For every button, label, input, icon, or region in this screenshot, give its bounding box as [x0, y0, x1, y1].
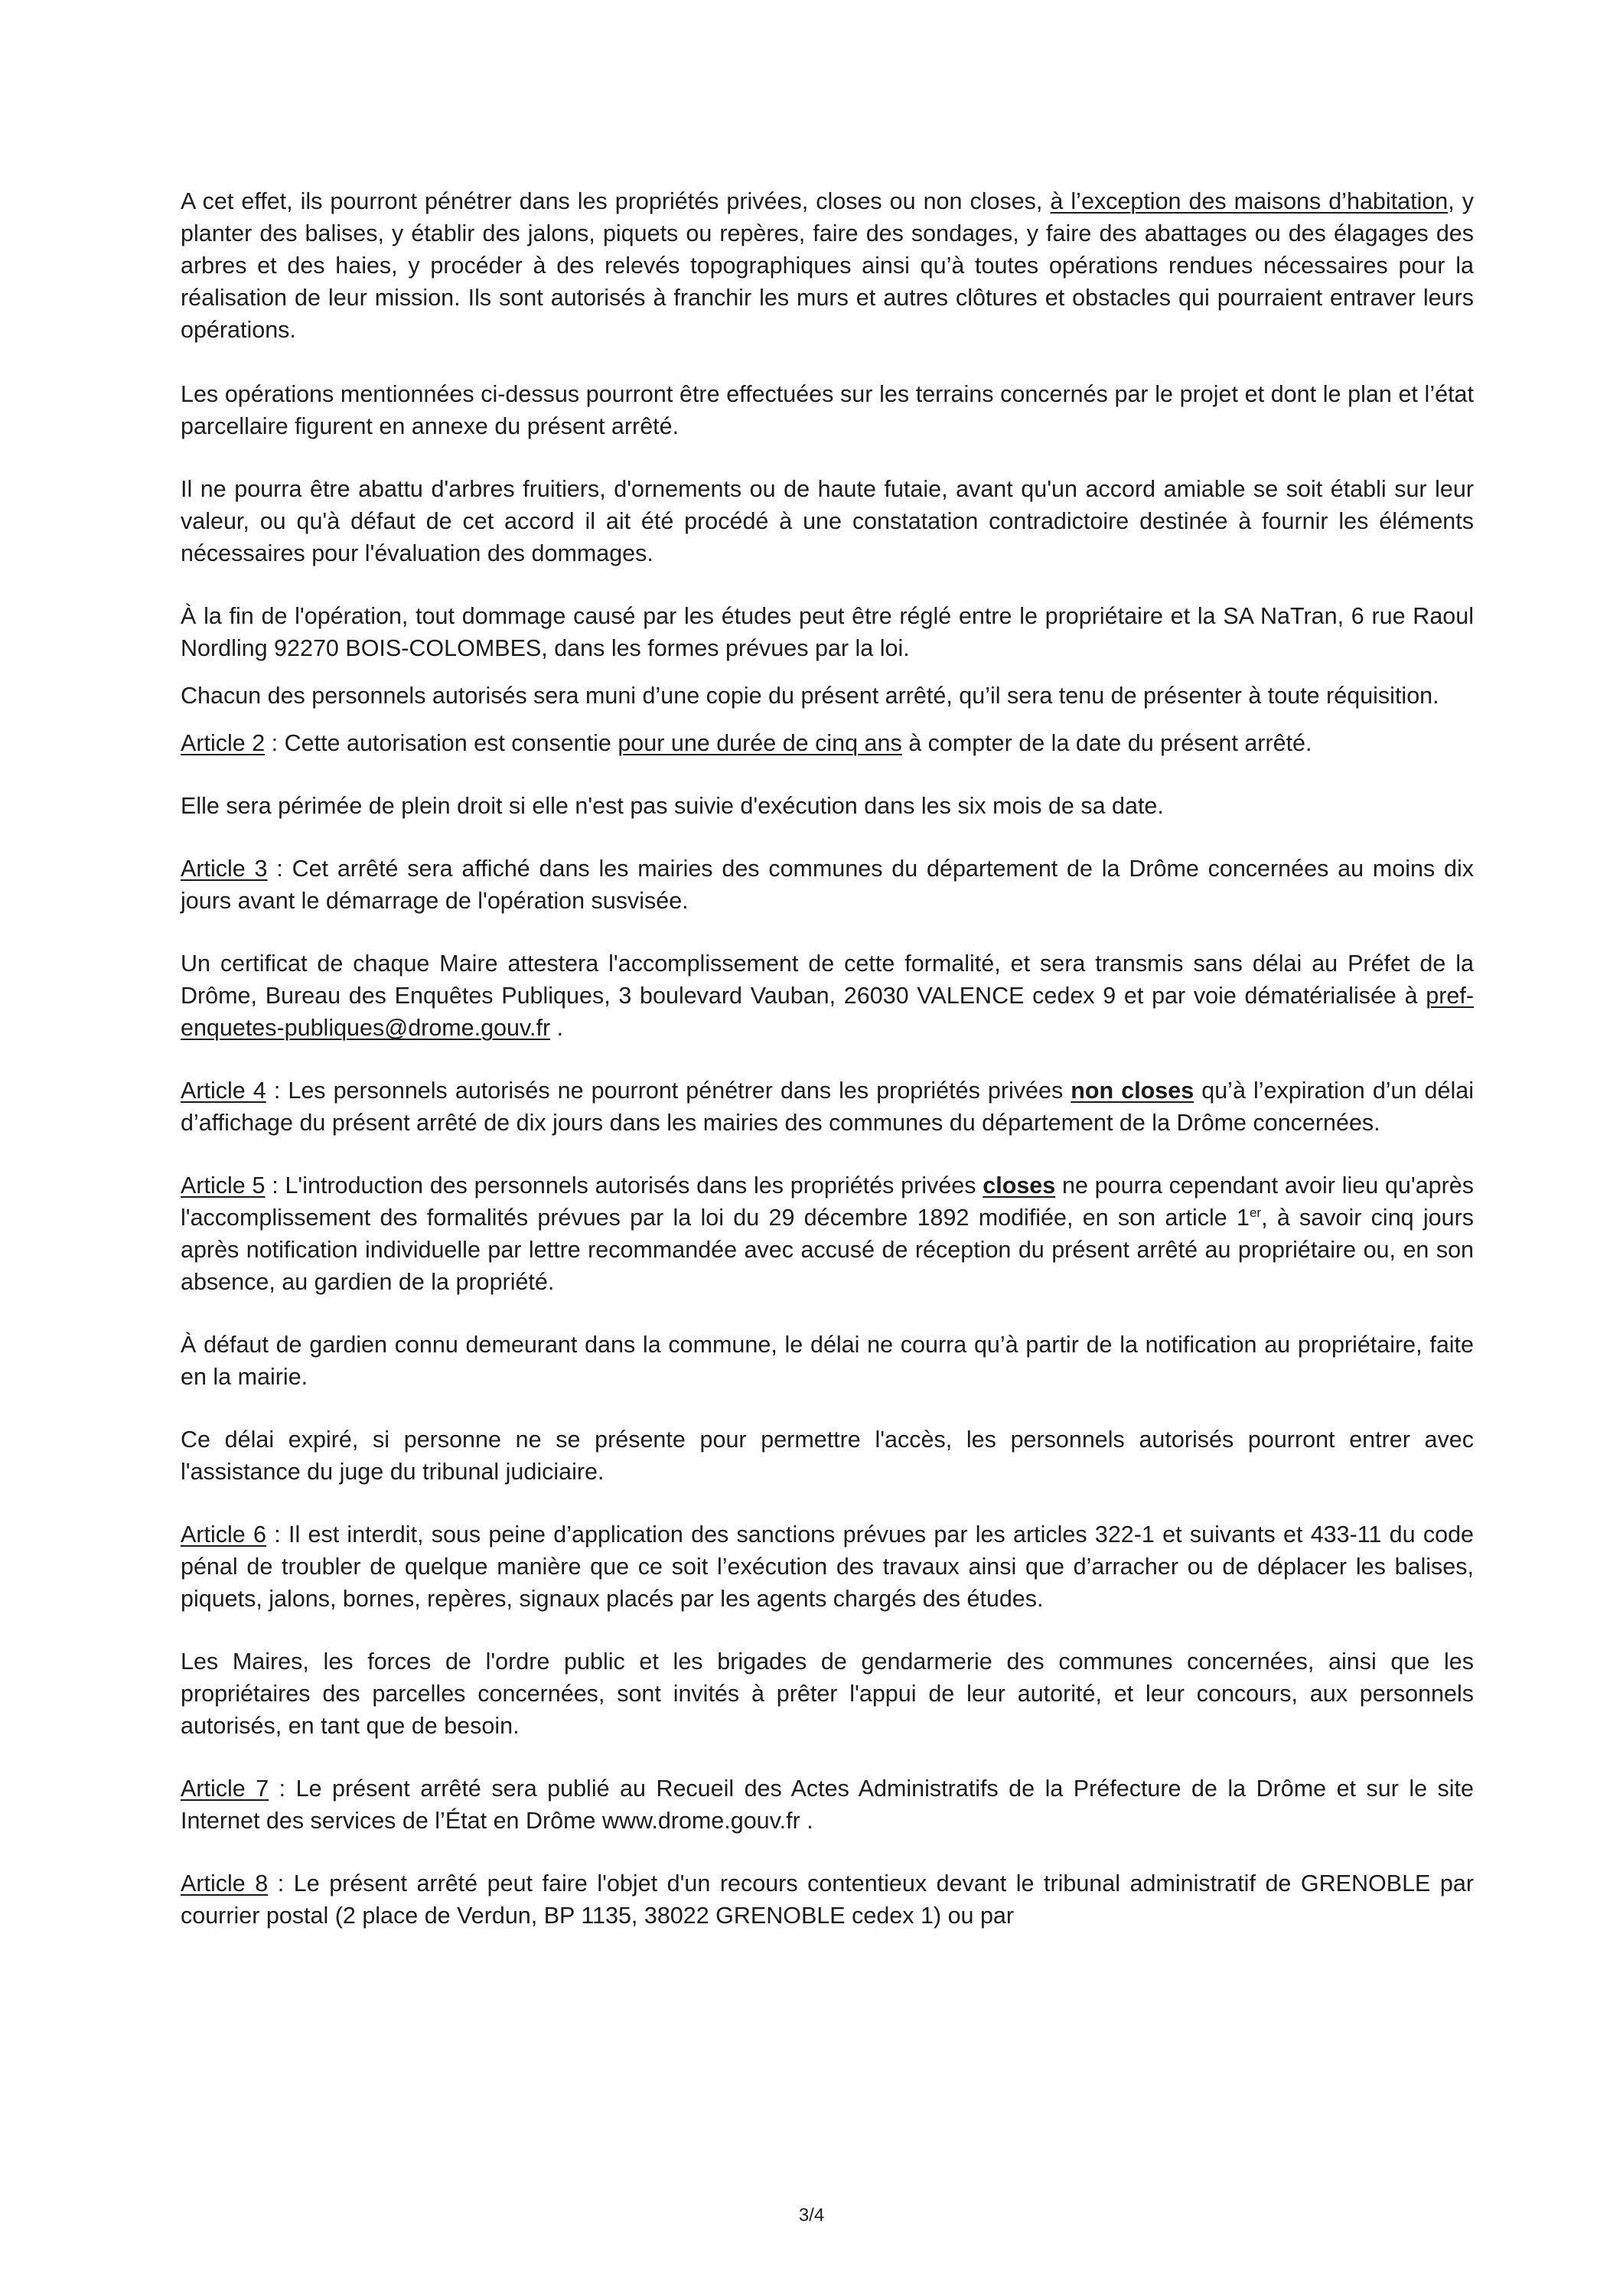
underlined-exception: à l’exception des maisons d’habitation	[1050, 188, 1449, 214]
paragraph-operations-scope: Les opérations mentionnées ci-dessus pourront être effectuées sur les terrains concernés par le projet et dont le plan et l’état parcellaire figurent en annexe du présent arrêté.	[181, 381, 1474, 439]
article-4: Article 4 : Les personnels autorisés ne pourront pénétrer dans les propriétés privées non closes qu’à l’expiration d’un délai d’affichage du présent arrêté de dix jours dans les mairies des communes du département de la Drôme concernées.	[181, 1078, 1474, 1136]
email-link[interactable]: pref-enquetes-publiques@drome.gouv.fr	[181, 983, 1474, 1041]
superscript-er: er	[1249, 1205, 1262, 1220]
article-3: Article 3 : Cet arrêté sera affiché dans les mairies des communes du département de la Drôme concernées au moins dix jours avant le démarrage de l'opération susvisée.	[181, 856, 1474, 914]
document-body	[181, 185, 1474, 1932]
paragraph-copy-requirement: Chacun des personnels autorisés sera muni d’une copie du présent arrêté, qu’il sera tenu de présenter à toute réquisition.	[181, 683, 1439, 709]
article-7-label: Article 7	[181, 1776, 269, 1802]
paragraph-no-guardian: À défaut de gardien connu demeurant dans la commune, le délai ne courra qu’à partir de la notification au propriétaire, faite en la mairie.	[181, 1332, 1474, 1390]
article-5: Article 5 : L'introduction des personnels autorisés dans les propriétés privées closes ne pourra cependant avoir lieu qu'après l'accomplissement des formalités prévues par la loi du 29 décembre 1892 modifiée, en son article 1er, à savoir cinq jours après notification individuelle par lettre recommandée avec accusé de réception du présent arrêté au propriétaire ou, en son absence, au gardien de la propriété.	[181, 1172, 1474, 1295]
underlined-duration: pour une durée de cinq ans	[618, 730, 902, 756]
article-3-label: Article 3	[181, 856, 268, 882]
paragraph-damages: À la fin de l'opération, tout dommage causé par les études peut être réglé entre le propriétaire et la SA NaTran, 6 rue Raoul Nordling 92270 BOIS-COLOMBES, dans les formes prévues par la loi.	[181, 603, 1474, 661]
article-8: Article 8 : Le présent arrêté peut faire l'objet d'un recours contentieux devant le tribunal administratif de GRENOBLE par courrier postal (2 place de Verdun, BP 1135, 38022 GRENOBLE cedex 1) ou par	[181, 1870, 1474, 1929]
article-8-label: Article 8	[181, 1870, 269, 1896]
emphasis-closes: closes	[983, 1172, 1056, 1199]
paragraph-access-rights: A cet effet, ils pourront pénétrer dans les propriétés privées, closes ou non closes, à l’exception des maisons d’habitation, y planter des balises, y établir des jalons, piquets ou repères, faire des sondages, y faire des abattages ou des élagages des arbres et des haies, y procéder à des relevés topographiques ainsi qu’à toutes opérations rendues nécessaires pour la réalisation de leur mission. Ils sont autorisés à franchir les murs et autres clôtures et obstacles qui pourraient entraver leurs opérations.	[181, 188, 1475, 343]
article-2-label: Article 2	[181, 730, 266, 756]
page-number: 3/4	[798, 2205, 825, 2226]
paragraph-mayors-support: Les Maires, les forces de l'ordre public et les brigades de gendarmerie des communes concernées, ainsi que les propriétaires des parcelles concernées, sont invités à prêter l'appui de leur autorité, et leur concours, aux personnels autorisés, en tant que de besoin.	[181, 1649, 1474, 1739]
paragraph-delay-expired: Ce délai expiré, si personne ne se présente pour permettre l'accès, les personnels autorisés pourront entrer avec l'assistance du juge du tribunal judiciaire.	[181, 1427, 1474, 1485]
article-6: Article 6 : Il est interdit, sous peine d’application des sanctions prévues par les articles 322-1 et suivants et 433-11 du code pénal de troubler de quelque manière que ce soit l’exécution des travaux ainsi que d’arracher ou de déplacer les balises, piquets, jalons, bornes, repères, signaux placés par les agents chargés des études.	[181, 1521, 1474, 1612]
article-4-label: Article 4	[181, 1078, 266, 1104]
paragraph-expiry: Elle sera périmée de plein droit si elle n'est pas suivie d'exécution dans les six mois de sa date.	[181, 793, 1164, 819]
paragraph-trees: Il ne pourra être abattu d'arbres fruitiers, d'ornements ou de haute futaie, avant qu'un accord amiable se soit établi sur leur valeur, ou qu'à défaut de cet accord il ait été procédé à une constatation contradictoire destinée à fournir les éléments nécessaires pour l'évaluation des dommages.	[181, 476, 1474, 566]
emphasis-non-closes: non closes	[1071, 1078, 1194, 1104]
article-6-label: Article 6	[181, 1521, 266, 1548]
article-2: Article 2 : Cette autorisation est consentie pour une durée de cinq ans à compter de la date du présent arrêté.	[181, 730, 1312, 756]
article-5-label: Article 5	[181, 1172, 266, 1199]
article-7: Article 7 : Le présent arrêté sera publié au Recueil des Actes Administratifs de la Préfecture de la Drôme et sur le site Internet des services de l’État en Drôme www.drome.gouv.fr .	[181, 1776, 1474, 1834]
paragraph-certificate: Un certificat de chaque Maire attestera l'accomplissement de cette formalité, et sera transmis sans délai au Préfet de la Drôme, Bureau des Enquêtes Publiques, 3 boulevard Vauban, 26030 VALENCE cedex 9 et par voie dématérialisée à pref-enquetes-publiques@drome.gouv.fr .	[181, 951, 1474, 1041]
